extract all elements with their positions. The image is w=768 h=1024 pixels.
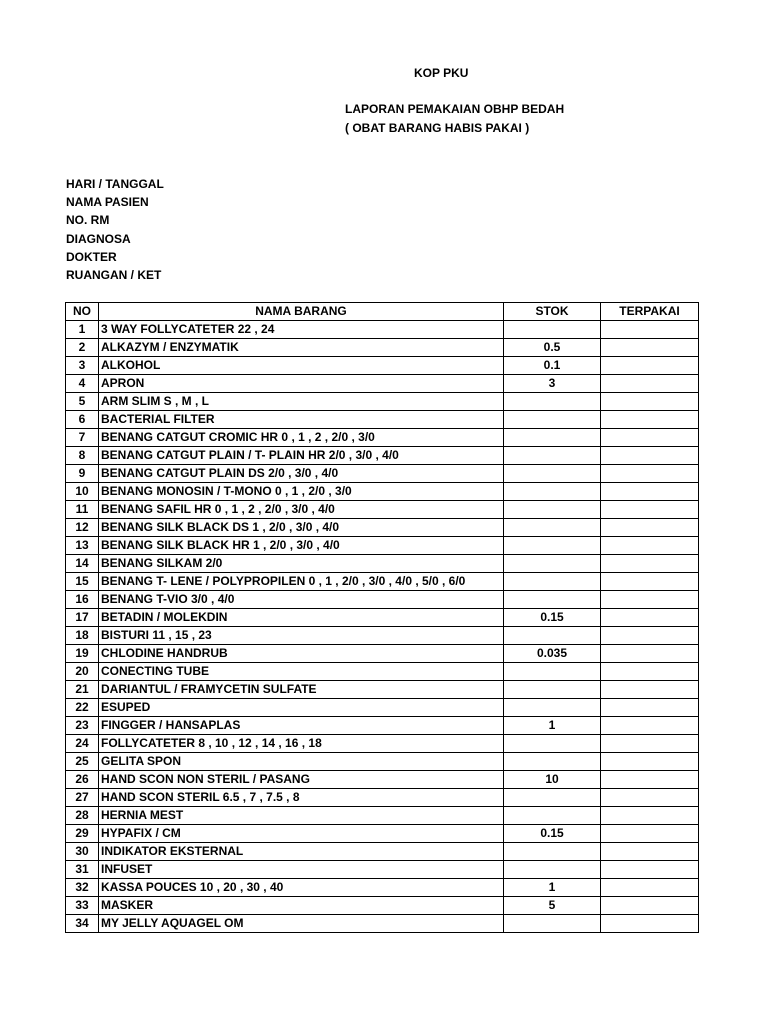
cell-terpakai — [601, 897, 699, 915]
cell-terpakai — [601, 357, 699, 375]
cell-stok — [504, 753, 601, 771]
cell-stok: 1 — [504, 879, 601, 897]
cell-no: 21 — [66, 681, 99, 699]
column-header-name: NAMA BARANG — [99, 303, 504, 321]
table-row — [66, 627, 699, 645]
cell-no: 24 — [66, 735, 99, 753]
cell-name: HAND SCON NON STERIL / PASANG — [99, 771, 504, 789]
cell-no: 31 — [66, 861, 99, 879]
column-header-stok: STOK — [504, 303, 601, 321]
table-row — [66, 753, 699, 771]
cell-no: 17 — [66, 609, 99, 627]
table-row — [66, 357, 699, 375]
info-field-diagnosis: DIAGNOSA — [66, 232, 131, 246]
cell-stok — [504, 555, 601, 573]
cell-terpakai — [601, 501, 699, 519]
table-row — [66, 735, 699, 753]
cell-stok — [504, 663, 601, 681]
cell-terpakai — [601, 519, 699, 537]
cell-name: HERNIA MEST — [99, 807, 504, 825]
cell-stok — [504, 735, 601, 753]
table-row — [66, 717, 699, 735]
cell-name: BENANG T- LENE / POLYPROPILEN 0 , 1 , 2/0 , 3/0 , 4/0 , 5/0 , 6/0 — [99, 573, 504, 591]
cell-terpakai — [601, 825, 699, 843]
cell-stok — [504, 861, 601, 879]
cell-terpakai — [601, 591, 699, 609]
cell-no: 7 — [66, 429, 99, 447]
cell-terpakai — [601, 807, 699, 825]
cell-name: FINGGER / HANSAPLAS — [99, 717, 504, 735]
cell-no: 4 — [66, 375, 99, 393]
cell-terpakai — [601, 681, 699, 699]
table-row — [66, 537, 699, 555]
cell-terpakai — [601, 375, 699, 393]
cell-no: 19 — [66, 645, 99, 663]
cell-terpakai — [601, 393, 699, 411]
cell-name: BENANG SAFIL HR 0 , 1 , 2 , 2/0 , 3/0 , 4/0 — [99, 501, 504, 519]
cell-no: 23 — [66, 717, 99, 735]
cell-terpakai — [601, 555, 699, 573]
cell-stok: 0.15 — [504, 609, 601, 627]
table-row — [66, 339, 699, 357]
cell-stok — [504, 393, 601, 411]
cell-name: BENANG SILKAM 2/0 — [99, 555, 504, 573]
cell-stok — [504, 447, 601, 465]
cell-name: KASSA POUCES 10 , 20 , 30 , 40 — [99, 879, 504, 897]
cell-terpakai — [601, 699, 699, 717]
cell-stok: 0.5 — [504, 339, 601, 357]
table-row — [66, 807, 699, 825]
cell-terpakai — [601, 483, 699, 501]
column-header-no: NO — [66, 303, 99, 321]
info-field-doctor: DOKTER — [66, 250, 117, 264]
info-field-medical-record: NO. RM — [66, 213, 110, 227]
report-subtitle: ( OBAT BARANG HABIS PAKAI ) — [345, 121, 530, 135]
cell-no: 11 — [66, 501, 99, 519]
table-row — [66, 663, 699, 681]
cell-stok — [504, 573, 601, 591]
cell-terpakai — [601, 753, 699, 771]
cell-terpakai — [601, 789, 699, 807]
cell-name: ALKOHOL — [99, 357, 504, 375]
cell-no: 25 — [66, 753, 99, 771]
cell-name: BENANG CATGUT PLAIN DS 2/0 , 3/0 , 4/0 — [99, 465, 504, 483]
cell-no: 1 — [66, 321, 99, 339]
cell-no: 5 — [66, 393, 99, 411]
cell-name: INFUSET — [99, 861, 504, 879]
table-row — [66, 591, 699, 609]
cell-name: BENANG CATGUT PLAIN / T- PLAIN HR 2/0 , 3/0 , 4/0 — [99, 447, 504, 465]
cell-name: BENANG MONOSIN / T-MONO 0 , 1 , 2/0 , 3/0 — [99, 483, 504, 501]
cell-no: 3 — [66, 357, 99, 375]
cell-terpakai — [601, 663, 699, 681]
cell-terpakai — [601, 627, 699, 645]
cell-terpakai — [601, 537, 699, 555]
cell-terpakai — [601, 735, 699, 753]
table-row — [66, 573, 699, 591]
column-header-terpakai: TERPAKAI — [601, 303, 699, 321]
cell-name: APRON — [99, 375, 504, 393]
table-row — [66, 645, 699, 663]
cell-name: FOLLYCATETER 8 , 10 , 12 , 14 , 16 , 18 — [99, 735, 504, 753]
cell-stok — [504, 519, 601, 537]
cell-terpakai — [601, 879, 699, 897]
cell-terpakai — [601, 861, 699, 879]
cell-terpakai — [601, 609, 699, 627]
cell-no: 27 — [66, 789, 99, 807]
cell-no: 26 — [66, 771, 99, 789]
cell-no: 10 — [66, 483, 99, 501]
table-row — [66, 375, 699, 393]
items-table-body — [66, 321, 699, 933]
cell-name: ALKAZYM / ENZYMATIK — [99, 339, 504, 357]
table-row — [66, 321, 699, 339]
cell-name: CONECTING TUBE — [99, 663, 504, 681]
cell-terpakai — [601, 447, 699, 465]
cell-stok — [504, 429, 601, 447]
table-row — [66, 825, 699, 843]
report-title: LAPORAN PEMAKAIAN OBHP BEDAH — [345, 102, 565, 116]
cell-stok — [504, 915, 601, 933]
table-row — [66, 609, 699, 627]
cell-name: BETADIN / MOLEKDIN — [99, 609, 504, 627]
cell-stok — [504, 627, 601, 645]
table-row — [66, 681, 699, 699]
cell-name: BACTERIAL FILTER — [99, 411, 504, 429]
cell-no: 16 — [66, 591, 99, 609]
cell-no: 15 — [66, 573, 99, 591]
cell-terpakai — [601, 915, 699, 933]
cell-stok: 0.15 — [504, 825, 601, 843]
cell-no: 33 — [66, 897, 99, 915]
table-row — [66, 483, 699, 501]
cell-name: GELITA SPON — [99, 753, 504, 771]
table-row — [66, 915, 699, 933]
table-row — [66, 771, 699, 789]
cell-terpakai — [601, 465, 699, 483]
cell-no: 32 — [66, 879, 99, 897]
table-row — [66, 429, 699, 447]
cell-stok — [504, 501, 601, 519]
table-row — [66, 519, 699, 537]
cell-no: 20 — [66, 663, 99, 681]
cell-name: HYPAFIX / CM — [99, 825, 504, 843]
table-row — [66, 393, 699, 411]
info-field-patient-name: NAMA PASIEN — [66, 195, 149, 209]
cell-no: 12 — [66, 519, 99, 537]
cell-name: BENANG SILK BLACK DS 1 , 2/0 , 3/0 , 4/0 — [99, 519, 504, 537]
cell-stok — [504, 807, 601, 825]
cell-stok — [504, 465, 601, 483]
items-table — [65, 302, 699, 933]
table-row — [66, 447, 699, 465]
cell-name: MY JELLY AQUAGEL OM — [99, 915, 504, 933]
cell-terpakai — [601, 645, 699, 663]
table-row — [66, 699, 699, 717]
table-row — [66, 843, 699, 861]
cell-stok — [504, 591, 601, 609]
cell-terpakai — [601, 843, 699, 861]
cell-name: HAND SCON STERIL 6.5 , 7 , 7.5 , 8 — [99, 789, 504, 807]
cell-no: 6 — [66, 411, 99, 429]
cell-no: 2 — [66, 339, 99, 357]
cell-no: 22 — [66, 699, 99, 717]
cell-stok: 3 — [504, 375, 601, 393]
table-row — [66, 789, 699, 807]
cell-stok — [504, 789, 601, 807]
cell-stok — [504, 321, 601, 339]
cell-name: 3 WAY FOLLYCATETER 22 , 24 — [99, 321, 504, 339]
table-header-row — [66, 303, 699, 321]
cell-name: DARIANTUL / FRAMYCETIN SULFATE — [99, 681, 504, 699]
cell-terpakai — [601, 339, 699, 357]
table-row — [66, 861, 699, 879]
cell-stok — [504, 411, 601, 429]
cell-no: 18 — [66, 627, 99, 645]
cell-name: ESUPED — [99, 699, 504, 717]
table-row — [66, 555, 699, 573]
table-row — [66, 897, 699, 915]
cell-terpakai — [601, 411, 699, 429]
table-row — [66, 501, 699, 519]
cell-no: 29 — [66, 825, 99, 843]
cell-terpakai — [601, 717, 699, 735]
cell-name: BISTURI 11 , 15 , 23 — [99, 627, 504, 645]
cell-name: MASKER — [99, 897, 504, 915]
cell-name: INDIKATOR EKSTERNAL — [99, 843, 504, 861]
cell-stok — [504, 681, 601, 699]
table-row — [66, 879, 699, 897]
cell-stok — [504, 537, 601, 555]
cell-no: 8 — [66, 447, 99, 465]
document-letterhead: KOP PKU — [414, 66, 469, 80]
cell-terpakai — [601, 573, 699, 591]
cell-name: BENANG CATGUT CROMIC HR 0 , 1 , 2 , 2/0 , 3/0 — [99, 429, 504, 447]
info-field-date: HARI / TANGGAL — [66, 177, 164, 191]
table-row — [66, 465, 699, 483]
cell-name: CHLODINE HANDRUB — [99, 645, 504, 663]
cell-terpakai — [601, 429, 699, 447]
cell-terpakai — [601, 771, 699, 789]
cell-stok: 10 — [504, 771, 601, 789]
cell-no: 34 — [66, 915, 99, 933]
cell-stok: 1 — [504, 717, 601, 735]
cell-stok — [504, 699, 601, 717]
cell-stok: 0.1 — [504, 357, 601, 375]
cell-stok: 0.035 — [504, 645, 601, 663]
cell-no: 28 — [66, 807, 99, 825]
cell-no: 9 — [66, 465, 99, 483]
cell-stok — [504, 843, 601, 861]
cell-no: 30 — [66, 843, 99, 861]
cell-terpakai — [601, 321, 699, 339]
cell-name: ARM SLIM S , M , L — [99, 393, 504, 411]
table-row — [66, 411, 699, 429]
cell-no: 14 — [66, 555, 99, 573]
cell-name: BENANG T-VIO 3/0 , 4/0 — [99, 591, 504, 609]
cell-stok — [504, 483, 601, 501]
cell-stok: 5 — [504, 897, 601, 915]
cell-no: 13 — [66, 537, 99, 555]
info-field-room: RUANGAN / KET — [66, 268, 162, 282]
cell-name: BENANG SILK BLACK HR 1 , 2/0 , 3/0 , 4/0 — [99, 537, 504, 555]
